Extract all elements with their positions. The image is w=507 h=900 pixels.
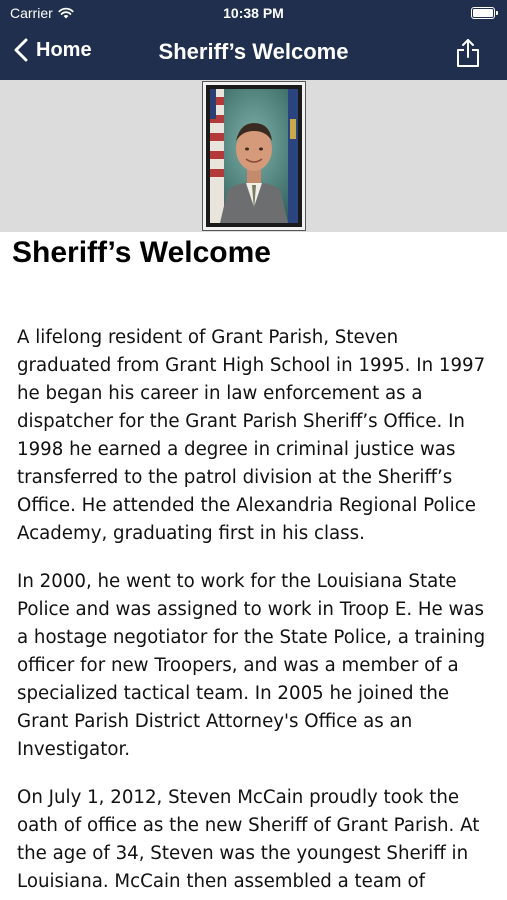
- carrier-label: Carrier: [10, 5, 53, 21]
- page-title: Sheriff’s Welcome: [12, 236, 271, 269]
- navigation-bar: [0, 28, 507, 80]
- status-time: 10:38 PM: [223, 5, 284, 21]
- nav-title: Sheriff’s Welcome: [158, 39, 349, 64]
- article-paragraph: On July 1, 2012, Steven McCain proudly took the oath of office as the new Sheriff of Grant Parish. At the age of 34, Steven was the youngest Sheriff in Louisiana. McCain then assembled a team of: [17, 787, 480, 892]
- welcome-article: [17, 324, 497, 900]
- hero-banner: [0, 80, 507, 232]
- status-bar: [0, 0, 507, 28]
- back-button-label: Home: [36, 38, 92, 61]
- share-icon[interactable]: [455, 38, 481, 68]
- article-paragraph: A lifelong resident of Grant Parish, Steven graduated from Grant High School in 1995. In 1997 he began his career in law enforcement as a dispatcher for the Grant Parish Sheriff’s Office. In 1998 he earned a degree in criminal justice was transferred to the patrol division at the Sheriff’s Office. He attended the Alexandria Regional Police Academy, graduating first in his class.: [17, 327, 486, 544]
- portrait-frame: [203, 82, 305, 230]
- battery-icon: [471, 7, 495, 19]
- sheriff-portrait-image: [210, 89, 298, 223]
- article-paragraph: In 2000, he went to work for the Louisiana State Police and was assigned to work in Troop E. He was a hostage negotiator for the State Police, a training officer for new Troopers, and was a member of a specialized tactical team. In 2005 he joined the Grant Parish District Attorney's Office as an Investigator.: [17, 571, 486, 760]
- app-header: [0, 0, 507, 80]
